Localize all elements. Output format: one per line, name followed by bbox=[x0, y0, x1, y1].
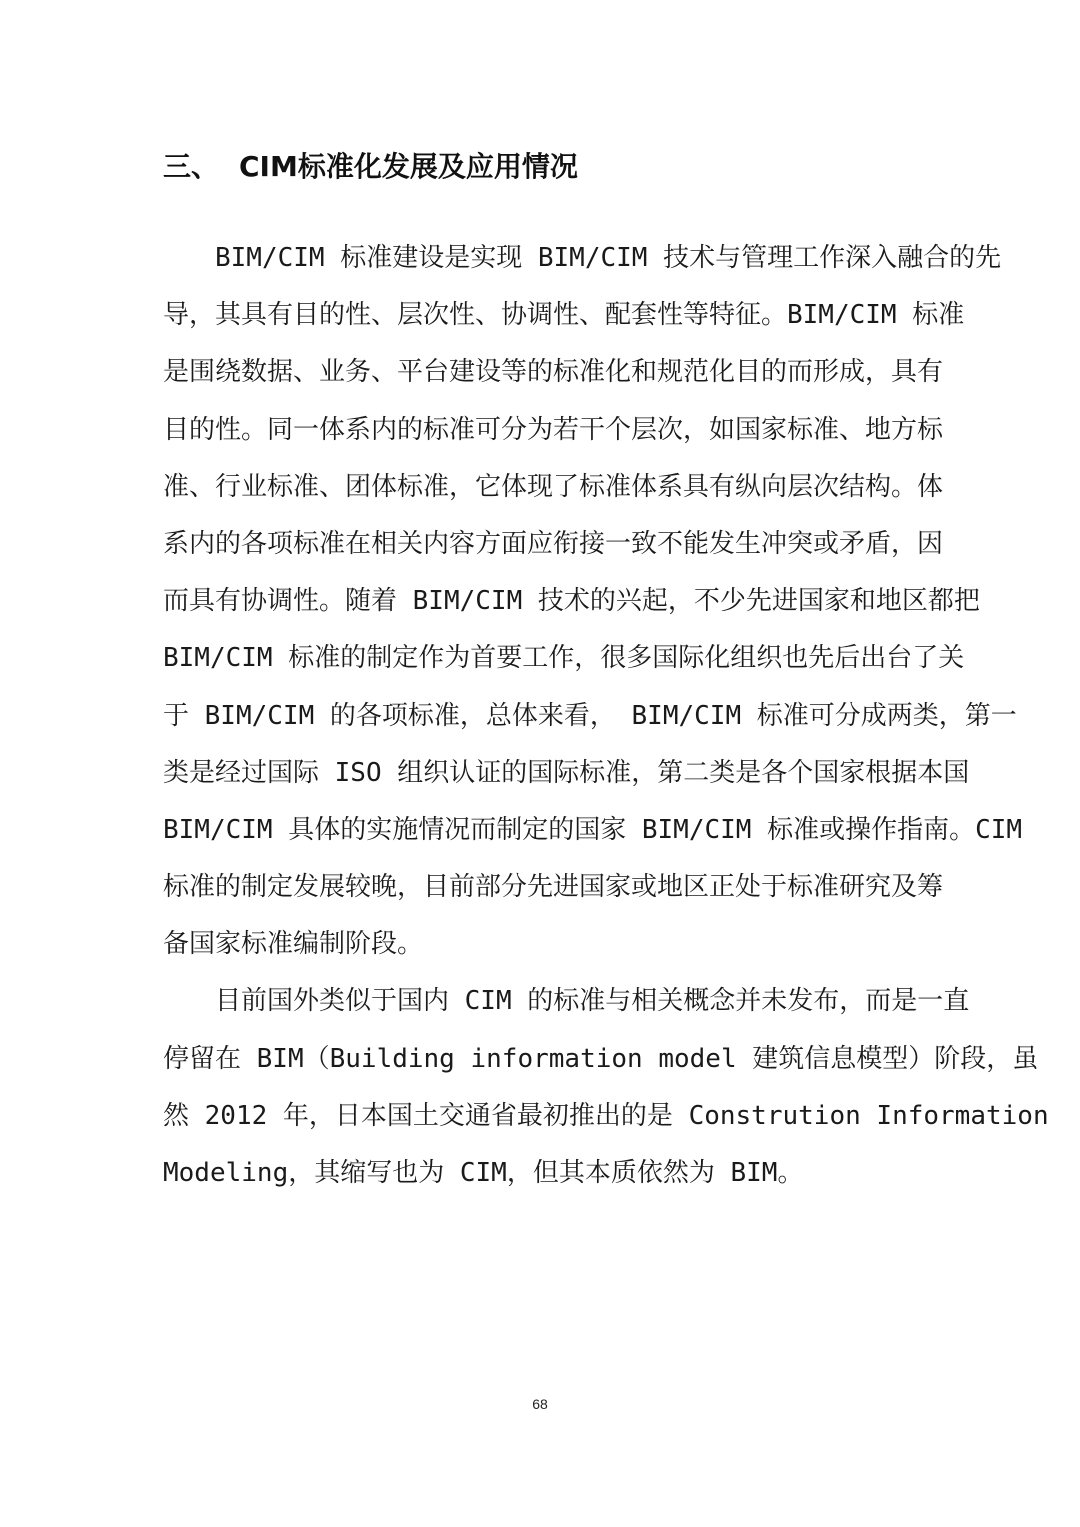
text-line: 于 BIM/CIM 的各项标准，总体来看， BIM/CIM 标准可分成两类，第一 bbox=[163, 700, 1017, 731]
text-line: Modeling，其缩写也为 CIM，但其本质依然为 BIM。 bbox=[163, 1158, 804, 1188]
text-line: 系内的各项标准在相关内容方面应衔接一致不能发生冲突或矛盾，因 bbox=[163, 528, 944, 559]
text-line: BIM/CIM 具体的实施情况而制定的国家 BIM/CIM 标准或操作指南。CIM bbox=[163, 814, 1023, 845]
section-title: CIM标准化发展及应用情况 bbox=[239, 150, 578, 183]
text-line: 备国家标准编制阶段。 bbox=[163, 929, 424, 960]
text-line: 标准的制定发展较晚，目前部分先进国家或地区正处于标准研究及筹 bbox=[163, 872, 944, 903]
page-number: 68 bbox=[532, 1396, 548, 1412]
body-text bbox=[163, 230, 1049, 1202]
section-heading bbox=[163, 140, 923, 190]
paragraph-2 bbox=[163, 973, 1049, 1202]
text-line: 而具有协调性。随着 BIM/CIM 技术的兴起，不少先进国家和地区都把 bbox=[163, 586, 980, 617]
paragraph-1 bbox=[163, 230, 1023, 973]
text-line: BIM/CIM 标准建设是实现 BIM/CIM 技术与管理工作深入融合的先 bbox=[215, 243, 1002, 273]
text-line: 停留在 BIM（Building information model 建筑信息模型）阶段，虽 bbox=[163, 1043, 1039, 1074]
text-line: 目的性。同一体系内的标准可分为若干个层次，如国家标准、地方标 bbox=[163, 414, 944, 445]
text-line: 准、行业标准、团体标准，它体现了标准体系具有纵向层次结构。体 bbox=[163, 471, 944, 502]
text-line: 类是经过国际 ISO 组织认证的国际标准，第二类是各个国家根据本国 bbox=[163, 757, 970, 788]
text-line: 然 2012 年，日本国土交通省最初推出的是 Constrution Information bbox=[163, 1100, 1049, 1131]
text-line: 目前国外类似于国内 CIM 的标准与相关概念并未发布，而是一直 bbox=[215, 986, 970, 1017]
section-number: 三、 bbox=[163, 150, 220, 183]
text-line: 导，其具有目的性、层次性、协调性、配套性等特征。BIM/CIM 标准 bbox=[163, 300, 965, 331]
text-line: BIM/CIM 标准的制定作为首要工作，很多国际化组织也先后出台了关 bbox=[163, 643, 965, 674]
text-line: 是围绕数据、业务、平台建设等的标准化和规范化目的而形成，具有 bbox=[163, 357, 944, 388]
